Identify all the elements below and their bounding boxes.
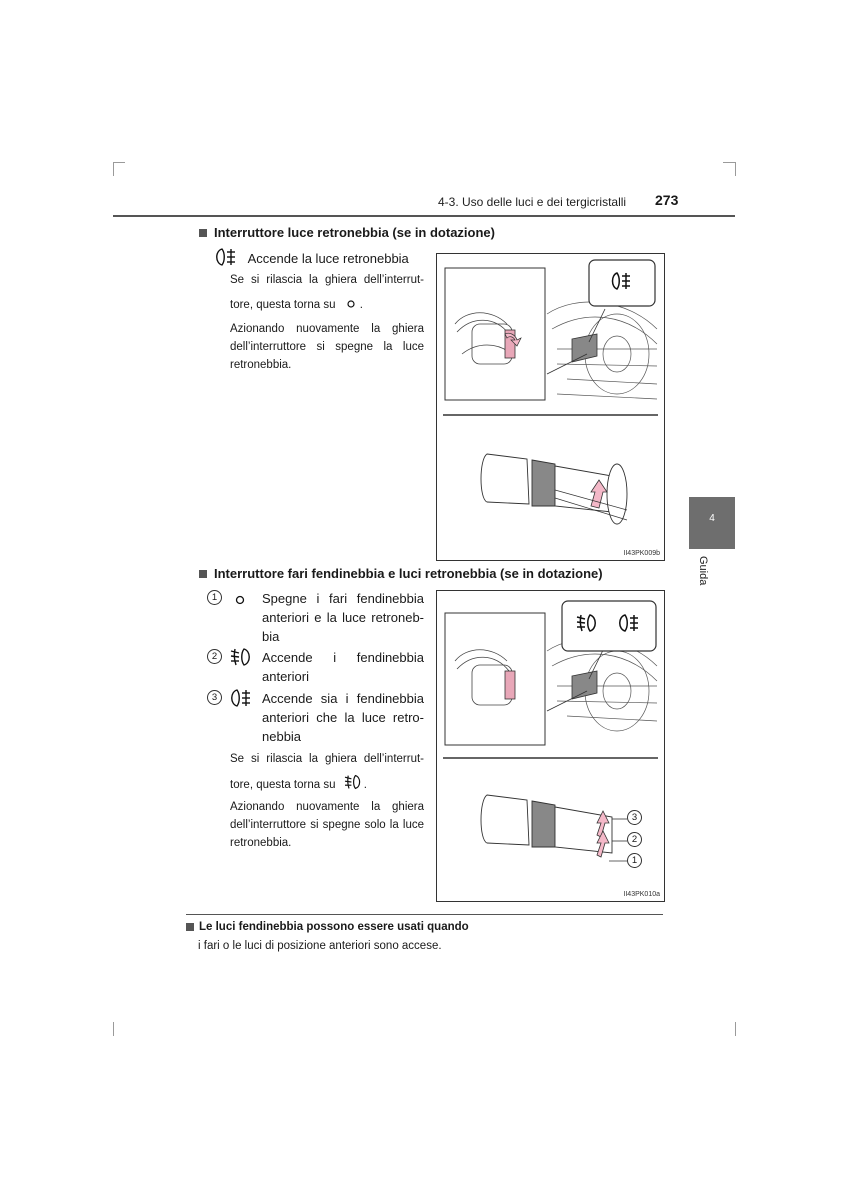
item-text [262, 589, 424, 646]
note-line [230, 774, 424, 796]
crop-mark [113, 162, 114, 176]
bullet-square-icon [199, 570, 207, 578]
rear-fog-icon [229, 688, 255, 713]
item-line: Spegne i fari fendinebbia [262, 591, 424, 606]
section-header: 4-3. Uso delle luci e dei tergicristalli [438, 195, 627, 209]
crop-mark [113, 1022, 114, 1036]
crop-mark [723, 162, 735, 163]
section-title-text: Le luci fendinebbia possono essere usati quando [199, 921, 469, 933]
item-line: anteriori [262, 669, 309, 684]
item-line: Accende i fendinebbia [262, 650, 424, 665]
page-number: 273 [655, 192, 679, 208]
note-line: Se si rilascia la ghiera dell’interrut- [230, 753, 424, 765]
section-divider [186, 914, 663, 915]
section-title-text: Interruttore fari fendinebbia e luci retronebbia (se in dotazione) [214, 566, 603, 581]
front-fog-icon [229, 647, 253, 672]
crop-mark [113, 162, 125, 163]
figure-rear-fog-switch [436, 253, 665, 561]
item-number: 1 [207, 590, 222, 605]
item-label: Accende la luce retronebbia [247, 250, 409, 266]
figure-callout: 1 [627, 853, 642, 868]
figure-code: II43PK009b [623, 550, 660, 557]
bullet-square-icon [199, 229, 207, 237]
note-paragraph: Azionando nuovamente la ghiera dell’interruttore si spegne solo la luce retronebbia. [230, 801, 424, 849]
front-fog-icon [343, 774, 363, 796]
section-text: i fari o le luci di posizione anteriori sono accese. [198, 940, 442, 952]
note-line [230, 296, 424, 314]
chapter-tab [689, 497, 735, 549]
note-text: tore, questa torna su [230, 299, 336, 312]
off-circle-icon [235, 592, 245, 610]
figure-callout: 3 [627, 810, 642, 825]
item-line: anteriori che la luce retro- [262, 710, 424, 725]
section-title [199, 225, 495, 240]
item-line: nebbia [262, 729, 302, 744]
item-text [262, 648, 424, 686]
crop-mark [735, 1022, 736, 1036]
note-text: tore, questa torna su [230, 779, 336, 792]
note-text: . [359, 299, 363, 312]
item-number: 2 [207, 649, 222, 664]
item-row [214, 248, 424, 271]
header-rule [113, 215, 735, 217]
section-title [186, 921, 469, 933]
crop-mark [735, 162, 736, 176]
chapter-number: 4 [709, 513, 715, 524]
figure-illustration [437, 254, 664, 560]
bullet-square-icon [186, 923, 194, 931]
chapter-label: Guida [697, 556, 709, 586]
section-title [199, 566, 603, 581]
figure-fog-switch [436, 590, 665, 902]
item-text [262, 689, 424, 746]
off-circle-icon [347, 296, 355, 314]
item-line: Accende sia i fendinebbia [262, 691, 424, 706]
item-number: 3 [207, 690, 222, 705]
rear-fog-icon [214, 248, 240, 271]
figure-callout: 2 [627, 832, 642, 847]
item-line: bia [262, 629, 280, 644]
note-paragraph: Azionando nuovamente la ghiera dell’interruttore si spegne la luce retronebbia. [230, 323, 424, 371]
section-title-text: Interruttore luce retronebbia (se in dotazione) [214, 225, 495, 240]
figure-code: II43PK010a [623, 891, 660, 898]
note-line: Se si rilascia la ghiera dell’interrut- [230, 274, 424, 286]
note-text: . [363, 779, 367, 792]
item-line: anteriori e la luce retroneb- [262, 610, 424, 625]
